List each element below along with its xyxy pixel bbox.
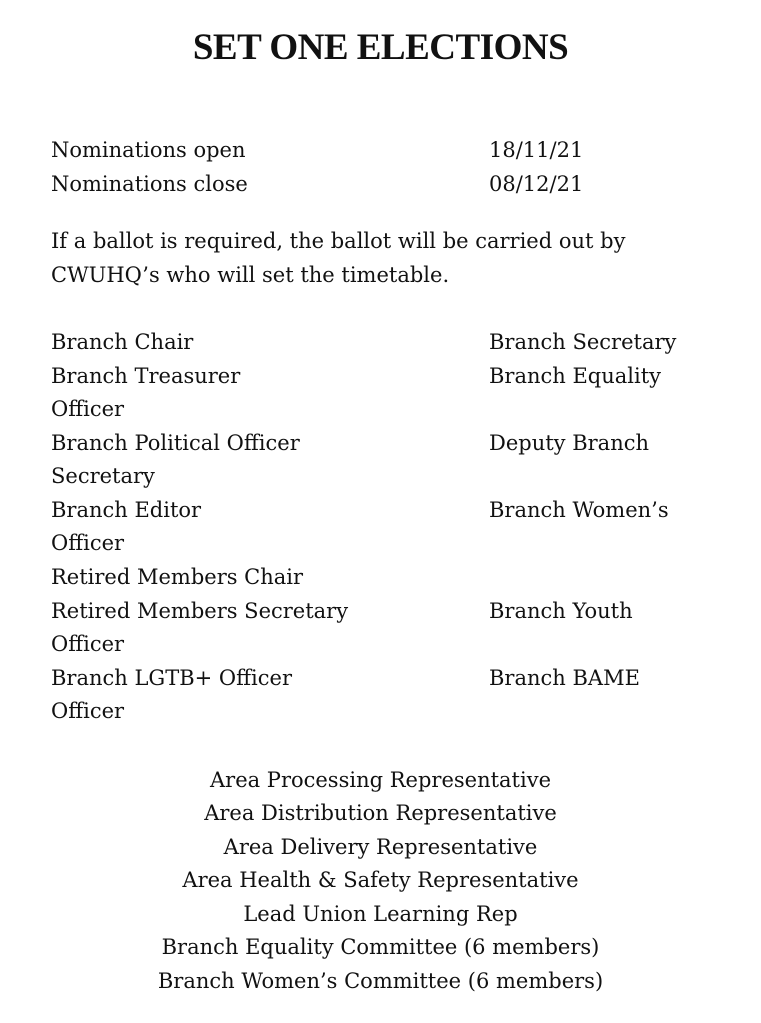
rep-branch-womens-committee: Branch Women’s Committee (6 members)	[157, 969, 604, 993]
rep-area-health-safety: Area Health & Safety Representative	[182, 868, 579, 892]
position-branch-lgtb-officer: Branch LGTB+ Officer	[51, 666, 292, 690]
position-branch-bame-wrap: Officer	[51, 699, 125, 723]
ballot-note-line-1: If a ballot is required, the ballot will be carried out by	[51, 229, 626, 253]
nominations-open-date: 18/11/21	[489, 138, 584, 162]
ballot-note-line-2: CWUHQ’s who will set the timetable.	[51, 263, 450, 287]
position-branch-womens-wrap: Officer	[51, 531, 125, 555]
nominations-close-label: Nominations close	[51, 172, 248, 196]
rep-area-distribution: Area Distribution Representative	[204, 801, 557, 825]
rep-area-delivery: Area Delivery Representative	[223, 835, 538, 859]
position-branch-youth-wrap: Officer	[51, 632, 125, 656]
position-branch-equality-wrap: Officer	[51, 397, 125, 421]
position-branch-bame: Branch BAME	[489, 666, 640, 690]
rep-branch-equality-committee: Branch Equality Committee (6 members)	[161, 935, 600, 959]
nominations-close-date: 08/12/21	[489, 172, 584, 196]
position-branch-equality: Branch Equality	[489, 364, 662, 388]
position-retired-members-chair: Retired Members Chair	[51, 565, 304, 589]
page-title: SET ONE ELECTIONS	[192, 27, 569, 68]
position-branch-political-officer: Branch Political Officer	[51, 431, 300, 455]
position-deputy-branch: Deputy Branch	[489, 431, 650, 455]
position-branch-womens: Branch Women’s	[489, 498, 669, 522]
position-branch-chair: Branch Chair	[51, 330, 194, 354]
position-branch-editor: Branch Editor	[51, 498, 202, 522]
position-branch-youth: Branch Youth	[489, 599, 633, 623]
position-retired-members-secretary: Retired Members Secretary	[51, 599, 349, 623]
nominations-open-label: Nominations open	[51, 138, 246, 162]
rep-lead-union-learning: Lead Union Learning Rep	[243, 902, 518, 926]
position-branch-treasurer: Branch Treasurer	[51, 364, 241, 388]
position-branch-secretary: Branch Secretary	[489, 330, 677, 354]
position-deputy-branch-wrap: Secretary	[51, 464, 155, 488]
rep-area-processing: Area Processing Representative	[209, 768, 552, 792]
